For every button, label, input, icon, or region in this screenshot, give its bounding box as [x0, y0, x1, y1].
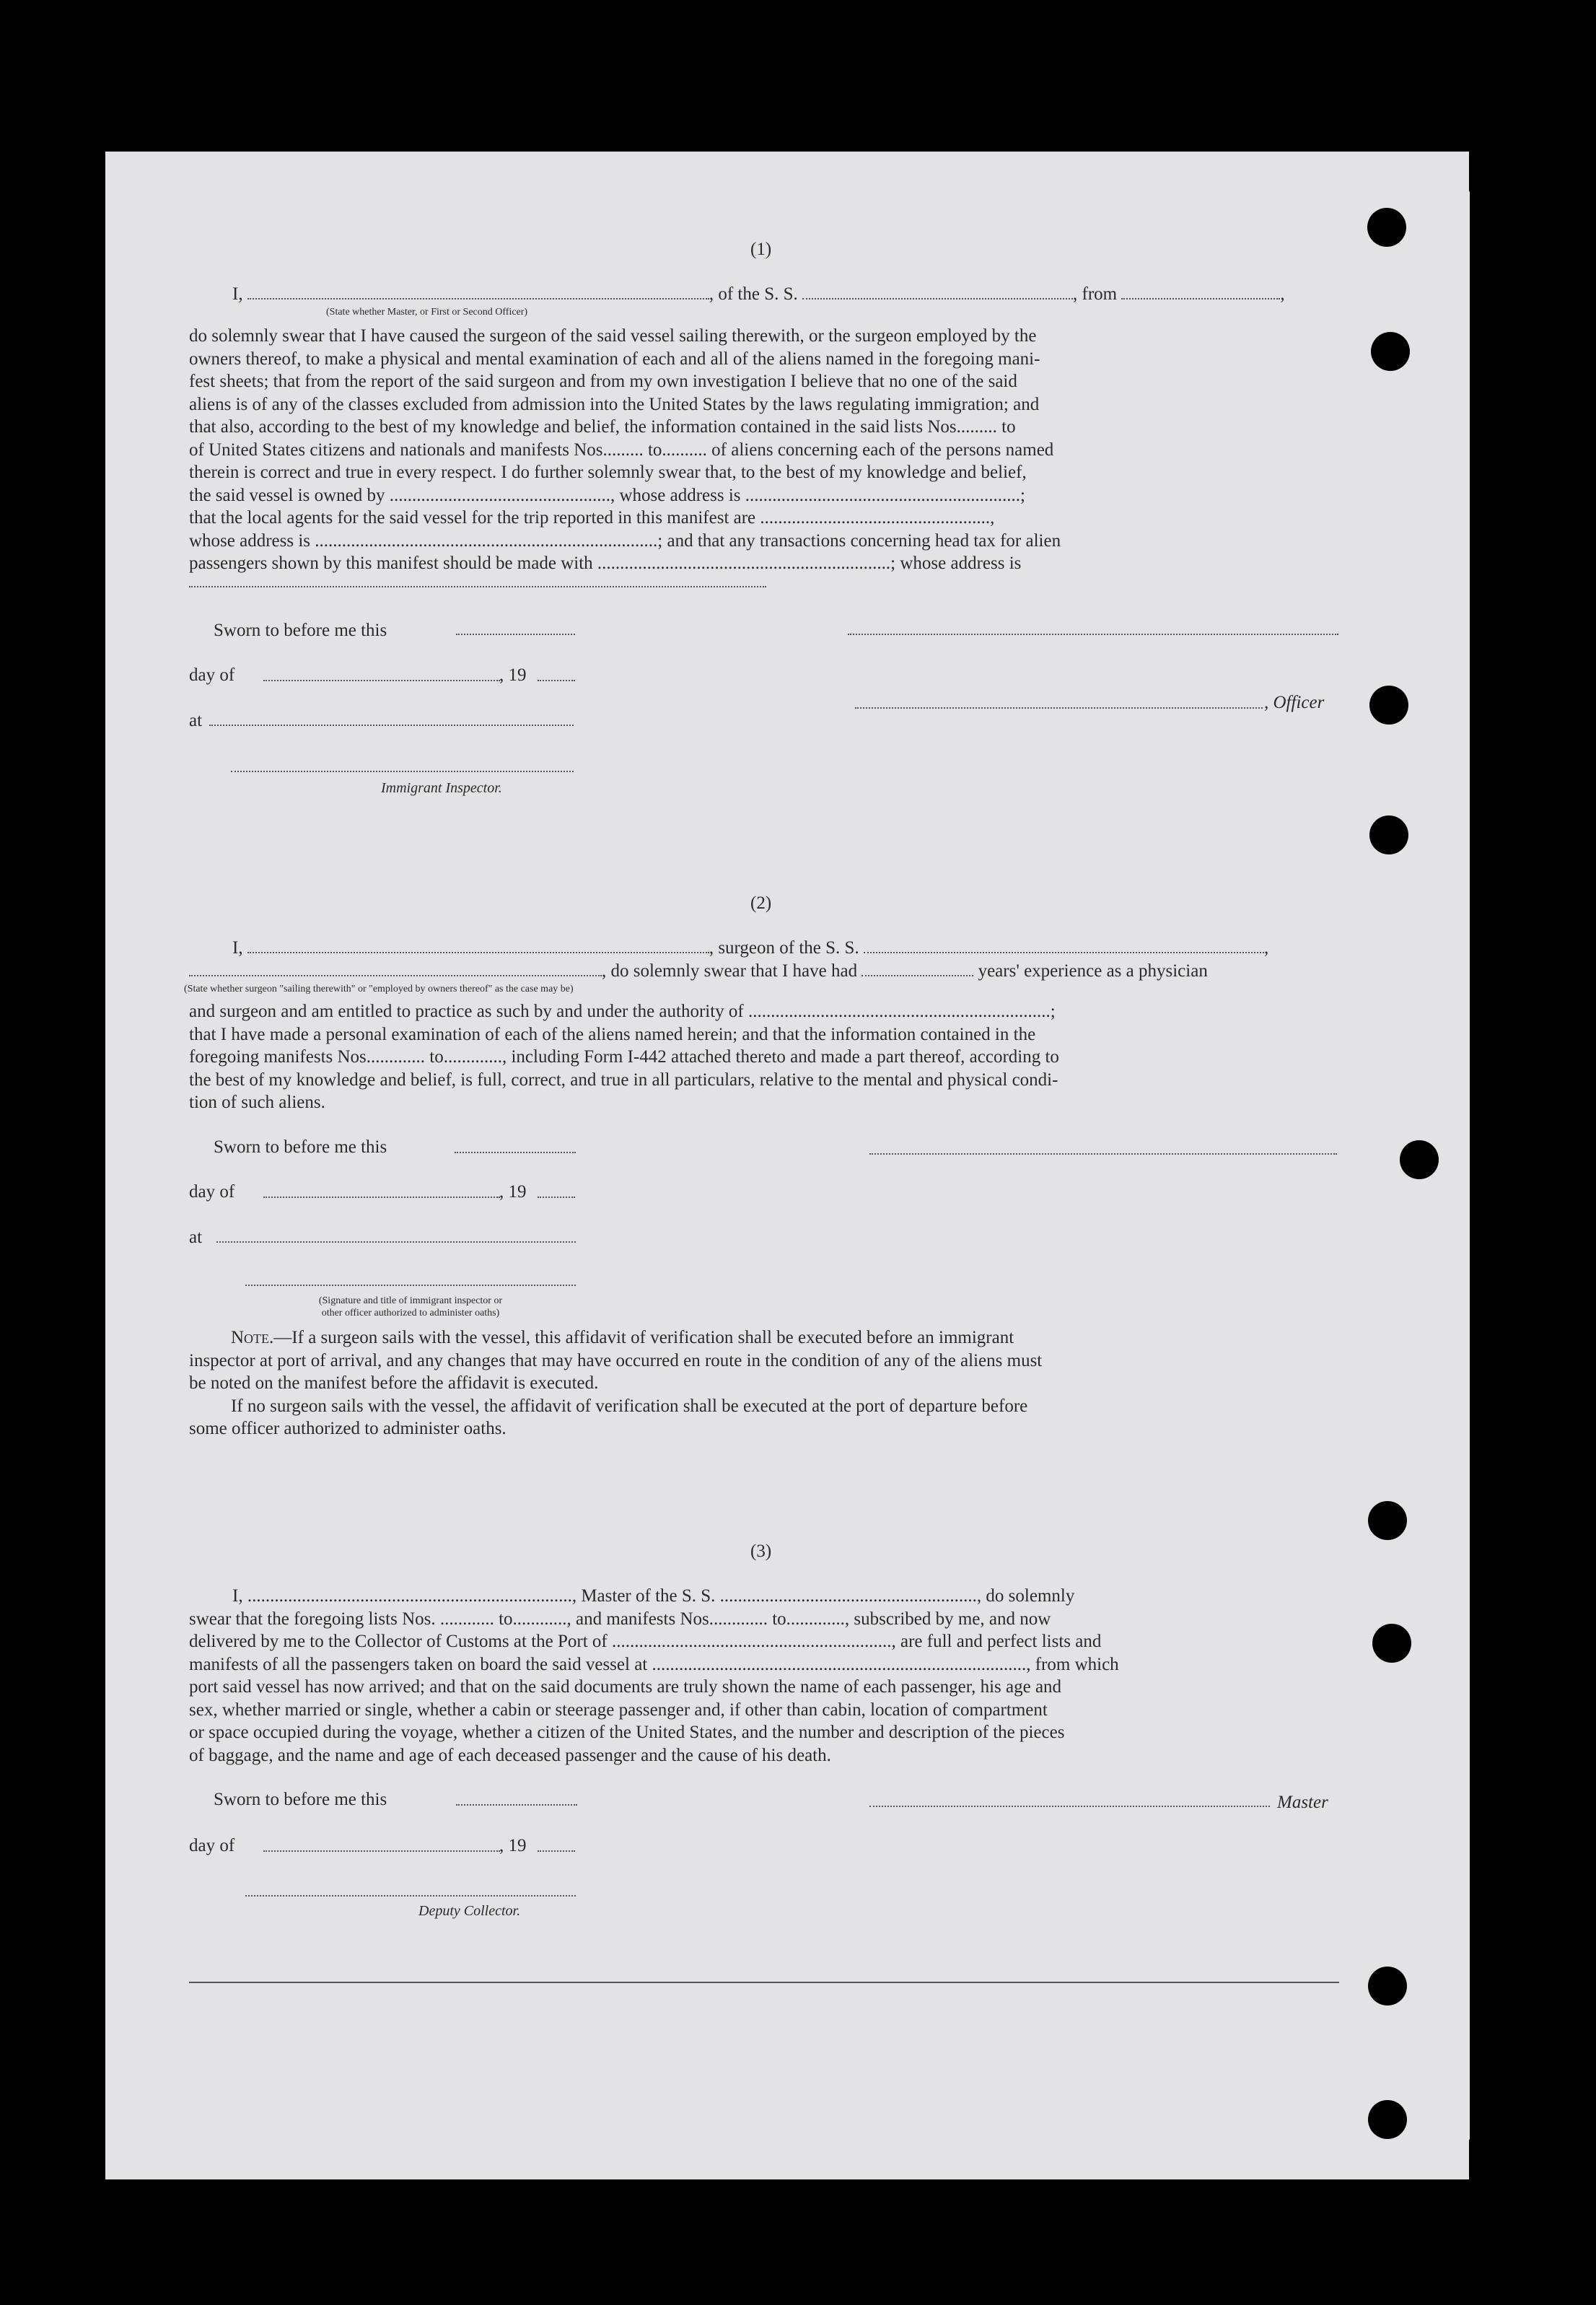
- note-line: inspector at port of arrival, and any changes that may have occurred en route in the condition of any of the aliens must: [189, 1350, 1043, 1370]
- body-line: that the local agents for the said vessel for the trip reported in this manifest are ...................................................,: [189, 508, 995, 528]
- bottom-rule: [189, 1982, 1339, 1983]
- body-line: owners thereof, to make a physical and mental examination of each and all of the aliens named in the foregoing mani-: [189, 349, 1040, 369]
- section-2-note: [189, 1326, 1336, 1440]
- signature-note: [245, 1295, 576, 1319]
- body-line: sex, whether married or single, whether a cabin or steerage passenger and, if other than cabin, location of compartment: [189, 1700, 1048, 1720]
- note-line: If no surgeon sails with the vessel, the affidavit of verification shall be executed at the port of departure before: [231, 1396, 1028, 1416]
- years-label: years' experience as a physician: [978, 961, 1208, 981]
- punch-hole: [1368, 2100, 1407, 2139]
- body-line: I, ........................................................................, Master of the S. S. ........................................................., do solemnly: [232, 1586, 1075, 1606]
- officer-note: (State whether Master, or First or Second Officer): [326, 307, 528, 318]
- punch-hole: [1369, 815, 1408, 854]
- surgeon-note: (State whether surgeon "sailing therewith" or "employed by owners thereof" as the case may be): [184, 984, 574, 994]
- section-1-body: [189, 325, 1336, 575]
- note-text: —If a surgeon sails with the vessel, this affidavit of verification shall be executed before an immigrant: [273, 1328, 1014, 1347]
- sworn-field[interactable]: [456, 634, 575, 635]
- body-line: aliens is of any of the classes excluded from admission into the United States by the laws regulating immigration; and: [189, 394, 1040, 414]
- day-of-label: day of: [189, 1182, 235, 1202]
- year-label: , 19: [499, 1836, 527, 1855]
- at-field[interactable]: [209, 725, 574, 726]
- body-line: that I have made a personal examination of each of the aliens named herein; and that the information contained in the: [189, 1024, 1036, 1044]
- section-2-line1: [232, 937, 1268, 960]
- collector-label: Deputy Collector.: [418, 1903, 521, 1919]
- note-line: [189, 1326, 1336, 1350]
- signature-field[interactable]: [245, 1285, 576, 1286]
- year-field[interactable]: [538, 680, 575, 681]
- year-field[interactable]: [538, 1197, 575, 1198]
- body-line: whose address is ............................................................................; and that any transactions concerning head tax for alien: [189, 530, 1061, 551]
- day-field[interactable]: [263, 1197, 500, 1198]
- sworn-label: Sworn to before me this: [214, 1790, 387, 1809]
- punch-hole: [1371, 332, 1410, 371]
- body-line: port said vessel has now arrived; and that on the said documents are truly shown the name of each passenger, his age and: [189, 1677, 1062, 1697]
- comma: ,: [1280, 284, 1285, 304]
- day-of-label: day of: [189, 1836, 235, 1855]
- day-of-label: day of: [189, 665, 235, 685]
- section-1-number: (1): [750, 240, 772, 259]
- comma: ,: [1263, 938, 1269, 958]
- vessel-field[interactable]: [864, 938, 1264, 953]
- section-3-body: [189, 1585, 1339, 1767]
- at-label: at: [189, 1228, 203, 1247]
- years-field[interactable]: [861, 961, 973, 976]
- collector-signature-field[interactable]: [245, 1895, 576, 1897]
- officer-name-field[interactable]: [855, 707, 1263, 709]
- body-line: the best of my knowledge and belief, is full, correct, and true in all particulars, relative to the mental and physical condi-: [189, 1070, 1058, 1090]
- section-2-line2: [189, 960, 1208, 983]
- master-label: Master: [1277, 1793, 1328, 1812]
- signature-note-line: (Signature and title of immigrant inspector or: [318, 1295, 503, 1306]
- punch-hole: [1400, 1140, 1439, 1179]
- swear-label: , do solemnly swear that I have had: [602, 961, 858, 981]
- note-label: Note.: [231, 1328, 274, 1347]
- sworn-field[interactable]: [456, 1804, 577, 1806]
- sworn-field[interactable]: [455, 1152, 576, 1153]
- surgeon-label: , surgeon of the S. S.: [709, 938, 859, 958]
- body-line: tion of such aliens.: [189, 1093, 325, 1112]
- punch-hole: [1367, 208, 1406, 247]
- sworn-label: Sworn to before me this: [214, 1137, 387, 1157]
- signature-note-line: other officer authorized to administer oaths): [321, 1308, 500, 1318]
- vessel-field[interactable]: [802, 284, 1073, 299]
- body-line: that also, according to the best of my knowledge and belief, the information contained in the said lists Nos......... to: [189, 417, 1016, 437]
- at-label: at: [189, 711, 203, 730]
- punch-hole: [1368, 1967, 1407, 2006]
- officer-signature-field[interactable]: [848, 634, 1338, 635]
- body-line: the said vessel is owned by ................................................., whose address is .............................................................;: [189, 485, 1025, 505]
- body-line: swear that the foregoing lists Nos. ............ to............, and manifests Nos............. to............., subscribed by me, and now: [189, 1609, 1051, 1629]
- note-line: be noted on the manifest before the affidavit is executed.: [189, 1373, 599, 1393]
- punch-hole: [1369, 686, 1408, 725]
- section-1-line1: [232, 283, 1338, 306]
- sworn-label: Sworn to before me this: [214, 621, 387, 640]
- day-field[interactable]: [263, 680, 500, 681]
- section-2-body: [189, 1000, 1336, 1114]
- inspector-label: Immigrant Inspector.: [381, 780, 502, 796]
- address-field[interactable]: [189, 586, 766, 587]
- surgeon-signature-field[interactable]: [869, 1153, 1337, 1155]
- name-field[interactable]: [247, 284, 709, 299]
- surgeon-type-field[interactable]: [189, 961, 602, 976]
- body-line: of baggage, and the name and age of each deceased passenger and the cause of his death.: [189, 1745, 831, 1765]
- year-label: , 19: [499, 665, 527, 685]
- body-line: manifests of all the passengers taken on board the said vessel at ..................................................................................., from which: [189, 1654, 1119, 1674]
- body-line: fest sheets; that from the report of the said surgeon and from my own investigation I believe that no one of the said: [189, 372, 1017, 391]
- body-line: or space occupied during the voyage, whether a citizen of the United States, and the number and description of the pieces: [189, 1723, 1065, 1742]
- at-field[interactable]: [216, 1241, 576, 1243]
- section-2-number: (2): [750, 893, 772, 913]
- punch-hole: [1372, 1624, 1411, 1663]
- body-line: delivered by me to the Collector of Customs at the Port of .............................................................., are full and perfect lists and: [189, 1632, 1102, 1651]
- master-signature-field[interactable]: [869, 1806, 1270, 1807]
- body-line: foregoing manifests Nos............. to............., including Form I-442 attached thereto and made a part thereof, according to: [189, 1047, 1059, 1067]
- body-line: do solemnly swear that I have caused the surgeon of the said vessel sailing therewith, or the surgeon employed by the: [189, 326, 1037, 346]
- day-field[interactable]: [263, 1850, 500, 1852]
- name-field[interactable]: [247, 938, 709, 953]
- section-3-number: (3): [750, 1541, 772, 1561]
- body-line: and surgeon and am entitled to practice as such by and under the authority of ...................................................................;: [189, 1002, 1056, 1021]
- officer-label: , Officer: [1264, 693, 1325, 712]
- body-line: of United States citizens and nationals and manifests Nos......... to.......... of aliens concerning each of the persons named: [189, 439, 1054, 460]
- year-label: , 19: [499, 1182, 527, 1202]
- note-line: some officer authorized to administer oaths.: [189, 1419, 507, 1438]
- year-field[interactable]: [538, 1850, 575, 1852]
- inspector-signature-field[interactable]: [231, 771, 574, 772]
- body-line: passengers shown by this manifest should be made with .................................................................; whose address is: [189, 554, 1022, 573]
- i-label: I,: [232, 938, 243, 958]
- body-line: therein is correct and true in every respect. I do further solemnly swear that, to the best of my knowledge and belief,: [189, 463, 1027, 482]
- from-label: , from: [1073, 284, 1118, 304]
- i-label: I,: [232, 284, 243, 304]
- punch-hole: [1368, 1501, 1407, 1540]
- of-ss-label: , of the S. S.: [709, 284, 798, 304]
- from-field[interactable]: [1121, 284, 1280, 299]
